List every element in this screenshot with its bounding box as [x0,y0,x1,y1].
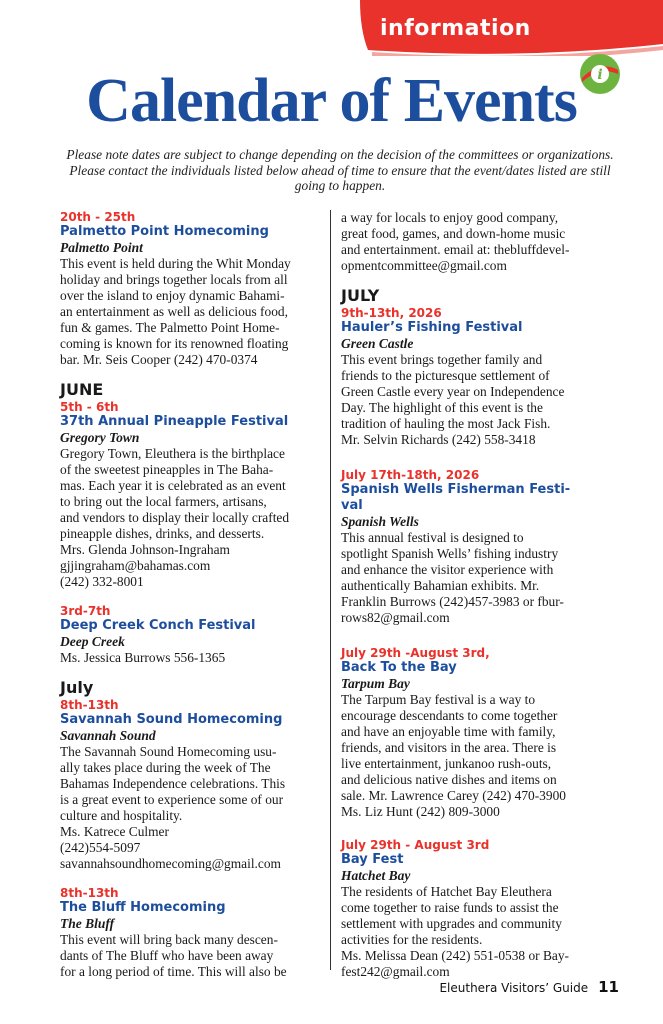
event-description: Gregory Town, Eleuthera is the birthplace of the sweetest pineapples in The Baha- mas. Each year it is celebrated as an event to bring out the local farmers, artisans, and vendors to display their locally crafted pineapple dishes, drinks, and desserts. Mrs. Glenda Johnson-Ingraham gjjingraham@bahamas.com (242) 332-8001 [60,446,290,589]
event-date: 8th-13th [60,698,119,712]
month-heading-july-right: JULY [341,286,380,305]
event-description: This event will bring back many descen- dants of The Bluff who have been away for a long period of time. This will also be [60,932,287,979]
event-location: Deep Creek [60,634,125,649]
event-palmetto-point [60,210,330,368]
banner-label: information [380,16,531,41]
event-location: Gregory Town [60,430,140,445]
event-description: This event brings together family and friends to the picturesque settlement of Green Castle every year on Independence Day. The highlight of this event is the tradition of hauling the most Jack Fish. Mr. Selvin Richards (242) 558-3418 [341,352,565,447]
event-date: July 29th - August 3rd [341,838,490,852]
month-heading-july: July [60,678,94,697]
event-title: Hauler’s Fishing Festival [341,320,523,335]
event-location: Green Castle [341,336,414,351]
event-haulers-fishing [341,306,609,448]
guide-name: Eleuthera Visitors’ Guide [439,981,589,995]
event-description: This event is held during the Whit Monday holiday and brings together locals from all over the island to enjoy dynamic Bahami- an entertainment as well as delicious food, fun & games. The Palmetto Point Home- coming is known for its renowned floating bar. Mr. Seis Cooper (242) 470-0374 [60,256,291,367]
event-location: Spanish Wells [341,514,419,529]
event-location: Hatchet Bay [341,868,411,883]
event-title: 37th Annual Pineapple Festival [60,414,289,429]
event-back-to-the-bay [341,646,609,820]
event-description: Ms. Jessica Burrows 556-1365 [60,650,226,665]
event-date: 3rd-7th [60,604,111,618]
event-date: 5th - 6th [60,400,119,414]
event-title: The Bluff Homecoming [60,900,226,915]
page-number: 11 [598,978,619,996]
event-title: Palmetto Point Homecoming [60,224,269,239]
event-date: July 17th-18th, 2026 [341,468,480,482]
event-location: Palmetto Point [60,240,143,255]
event-date: 8th-13th [60,886,119,900]
right-column [341,210,609,980]
event-title: Savannah Sound Homecoming [60,712,283,727]
event-title: Spanish Wells Fisherman Festi- val [341,482,571,513]
left-column [60,210,330,980]
event-pineapple-festival [60,400,330,590]
event-date: 9th-13th, 2026 [341,306,442,320]
event-description: The Tarpum Bay festival is a way to encourage descendants to come together and have an enjoyable time with family, friends, and visitors in the area. There is live entertainment, junkanoo rush-outs, and delicious native dishes and items on sale. Mr. Lawrence Carey (242) 470-3900 Ms. Liz Hunt (242) 809-3000 [341,692,566,819]
page-footer [439,978,619,996]
event-description: The residents of Hatchet Bay Eleuthera come together to raise funds to assist the settlement with upgrades and community activities for the residents. Ms. Melissa Dean (242) 551-0538 or Bay- fest242@gmail.com [341,884,569,979]
logo-letter: i [597,67,603,83]
column-divider [330,210,331,970]
event-location: Savannah Sound [60,728,156,743]
event-spanish-wells [341,468,609,626]
event-date: 20th - 25th [60,210,136,224]
event-location: Tarpum Bay [341,676,410,691]
event-title: Bay Fest [341,852,404,867]
event-deep-creek [60,604,330,666]
page-title: Calendar of Events [86,67,577,135]
event-description-continued: a way for locals to enjoy good company, great food, games, and down-home music and entertainment. email at: thebluffdevel- opmentcommittee@gmail.com [341,210,570,273]
intro-note: Please note dates are subject to change depending on the decision of the committees or organizations. Please contact the individuals listed below ahead of time to ensure that the event/dates listed are still going to happen. [66,147,614,193]
event-bay-fest [341,838,609,980]
event-title: Back To the Bay [341,660,457,675]
month-heading-june: JUNE [60,380,104,399]
event-savannah-sound [60,698,330,872]
event-date: July 29th -August 3rd, [341,646,490,660]
event-description: This annual festival is designed to spotlight Spanish Wells’ fishing industry and enhance the visitor experience with authentically Bahamian exhibits. Mr. Franklin Burrows (242)457-3983 or fbur- rows82@gmail.com [341,530,564,625]
event-description: The Savannah Sound Homecoming usu- ally takes place during the week of The Bahamas Independence celebrations. This is a great event to experience some of our culture and hospitality. Ms. Katrece Culmer (242)554-5097 savannahsoundhomecoming@gmail.com [60,744,286,871]
event-bluff-homecoming [60,886,330,980]
event-location: The Bluff [60,916,115,931]
event-title: Deep Creek Conch Festival [60,618,256,633]
